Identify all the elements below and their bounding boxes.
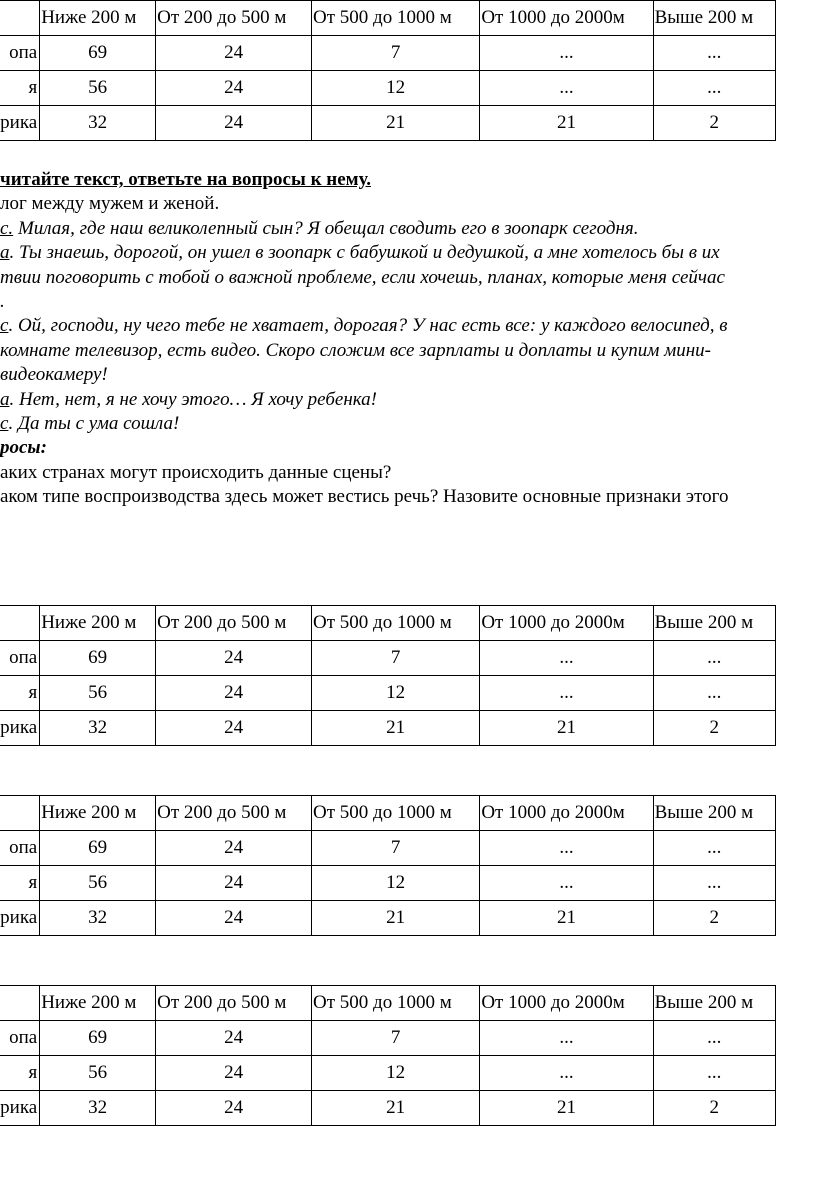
header-cell: Ниже 200 м [40, 796, 156, 831]
value-cell: 21 [312, 106, 480, 141]
dialogue-text: комнате телевизор, есть видео. Скоро сложим все зарплаты и доплаты и купим мини- [0, 339, 711, 361]
table-row [0, 1021, 776, 1056]
dialogue-line [0, 363, 816, 387]
dialogue-text: видеокамеру! [0, 364, 108, 386]
dialogue-text: . Да ты с ума сошла! [8, 413, 180, 435]
header-cell [0, 796, 40, 831]
value-cell: ... [480, 1021, 653, 1056]
table-header-row [0, 986, 776, 1021]
task-text-block [0, 168, 816, 510]
dialogue-line [0, 290, 816, 314]
table-row [0, 71, 776, 106]
dialogue-line [0, 388, 816, 412]
header-cell: Ниже 200 м [40, 1, 156, 36]
value-cell: ... [480, 71, 653, 106]
value-cell: 24 [156, 831, 312, 866]
value-cell: 2 [653, 1091, 775, 1126]
value-cell: ... [653, 1056, 775, 1091]
value-cell: ... [653, 1021, 775, 1056]
value-cell: 12 [312, 676, 480, 711]
table-row [0, 1056, 776, 1091]
dialogue-text: Милая, где наш великолепный сын? Я обещал сводить его в зоопарк сегодня. [13, 217, 639, 239]
task-intro: лог между мужем и женой. [0, 193, 220, 215]
dialogue-speaker: а [0, 388, 10, 410]
header-cell: От 200 до 500 м [156, 606, 312, 641]
value-cell: ... [480, 1056, 653, 1091]
header-cell: Ниже 200 м [40, 606, 156, 641]
table-row [0, 901, 776, 936]
value-cell: 69 [40, 641, 156, 676]
value-cell: 21 [480, 901, 653, 936]
dialogue-text: . Ты знаешь, дорогой, он ушел в зоопарк с бабушкой и дедушкой, а мне хотелось бы в их [9, 242, 720, 264]
value-cell: ... [480, 641, 653, 676]
value-cell: ... [653, 71, 775, 106]
header-cell: Ниже 200 м [40, 986, 156, 1021]
value-cell: 12 [312, 1056, 480, 1091]
header-cell: От 1000 до 2000м [480, 1, 653, 36]
table-row [0, 36, 776, 71]
value-cell: 24 [156, 676, 312, 711]
value-cell: 24 [156, 36, 312, 71]
value-cell: 7 [312, 831, 480, 866]
header-cell: Выше 200 м [653, 986, 775, 1021]
header-cell: От 200 до 500 м [156, 796, 312, 831]
value-cell: 24 [156, 866, 312, 901]
region-cell: опа [0, 831, 40, 866]
value-cell: 32 [40, 711, 156, 746]
header-cell: От 1000 до 2000м [480, 606, 653, 641]
data-table-1 [0, 0, 776, 141]
value-cell: 21 [480, 1091, 653, 1126]
header-cell: От 500 до 1000 м [312, 986, 480, 1021]
value-cell: 56 [40, 866, 156, 901]
value-cell: 69 [40, 831, 156, 866]
value-cell: 24 [156, 1021, 312, 1056]
value-cell: ... [480, 831, 653, 866]
header-cell: От 1000 до 2000м [480, 796, 653, 831]
value-cell: 24 [156, 106, 312, 141]
value-cell: 56 [40, 676, 156, 711]
region-cell: я [0, 676, 40, 711]
table-row [0, 831, 776, 866]
region-cell: рика [0, 106, 40, 141]
data-table-4 [0, 985, 776, 1126]
region-cell: опа [0, 36, 40, 71]
value-cell: 12 [312, 866, 480, 901]
questions-title: росы: [0, 437, 47, 459]
value-cell: ... [653, 36, 775, 71]
data-table-3 [0, 795, 776, 936]
value-cell: 12 [312, 71, 480, 106]
dialogue-speaker: с. [0, 217, 14, 239]
value-cell: ... [653, 641, 775, 676]
value-cell: 21 [480, 106, 653, 141]
value-cell: 21 [312, 711, 480, 746]
dialogue-line [0, 339, 816, 363]
value-cell: 24 [156, 711, 312, 746]
region-cell: рика [0, 711, 40, 746]
header-cell: От 500 до 1000 м [312, 1, 480, 36]
header-cell: От 200 до 500 м [156, 1, 312, 36]
value-cell: 56 [40, 71, 156, 106]
region-cell: я [0, 71, 40, 106]
header-cell: Выше 200 м [653, 606, 775, 641]
table-header-row [0, 796, 776, 831]
dialogue-speaker: а [0, 242, 10, 264]
dialogue-line [0, 217, 816, 241]
header-cell [0, 1, 40, 36]
table-header-row [0, 606, 776, 641]
table-row [0, 866, 776, 901]
dialogue-text: . Ой, господи, ну чего тебе не хватает, дорогая? У нас есть все: у каждого велосипед, в [8, 315, 728, 337]
dialogue-text: твии поговорить с тобой о важной проблеме, если хочешь, планах, которые меня сейчас [0, 266, 725, 288]
value-cell: 69 [40, 36, 156, 71]
value-cell: 7 [312, 641, 480, 676]
value-cell: 69 [40, 1021, 156, 1056]
region-cell: я [0, 866, 40, 901]
value-cell: 56 [40, 1056, 156, 1091]
value-cell: 2 [653, 106, 775, 141]
region-cell: опа [0, 1021, 40, 1056]
table-header-row [0, 1, 776, 36]
table-row [0, 106, 776, 141]
value-cell: 24 [156, 1056, 312, 1091]
table-row [0, 1091, 776, 1126]
value-cell: 24 [156, 641, 312, 676]
value-cell: 7 [312, 1021, 480, 1056]
question-item: аких странах могут происходить данные сцены? [0, 461, 392, 483]
dialogue-speaker: с [0, 413, 9, 435]
value-cell: ... [480, 676, 653, 711]
task-title: читайте текст, ответьте на вопросы к нему. [0, 169, 371, 190]
header-cell: От 500 до 1000 м [312, 606, 480, 641]
value-cell: 24 [156, 1091, 312, 1126]
value-cell: ... [480, 36, 653, 71]
dialogue-line [0, 314, 816, 338]
table-row [0, 711, 776, 746]
header-cell: Выше 200 м [653, 1, 775, 36]
dialogue-text: . [0, 291, 5, 313]
table-row [0, 641, 776, 676]
value-cell: 21 [312, 1091, 480, 1126]
header-cell: Выше 200 м [653, 796, 775, 831]
value-cell: 21 [312, 901, 480, 936]
data-table-2 [0, 605, 776, 746]
question-item: аком типе воспроизводства здесь может вестись речь? Назовите основные признаки этого [0, 486, 729, 508]
value-cell: 2 [653, 901, 775, 936]
value-cell: 21 [480, 711, 653, 746]
table-row [0, 676, 776, 711]
value-cell: 2 [653, 711, 775, 746]
header-cell [0, 986, 40, 1021]
dialogue-line [0, 266, 816, 290]
value-cell: 32 [40, 1091, 156, 1126]
value-cell: ... [653, 831, 775, 866]
region-cell: я [0, 1056, 40, 1091]
value-cell: 32 [40, 106, 156, 141]
header-cell [0, 606, 40, 641]
value-cell: 32 [40, 901, 156, 936]
dialogue-line [0, 412, 816, 436]
header-cell: От 500 до 1000 м [312, 796, 480, 831]
value-cell: 24 [156, 901, 312, 936]
value-cell: ... [653, 866, 775, 901]
value-cell: 7 [312, 36, 480, 71]
value-cell: 24 [156, 71, 312, 106]
header-cell: От 1000 до 2000м [480, 986, 653, 1021]
value-cell: ... [480, 866, 653, 901]
region-cell: рика [0, 901, 40, 936]
dialogue-text: . Нет, нет, я не хочу этого… Я хочу ребенка! [9, 388, 378, 410]
region-cell: опа [0, 641, 40, 676]
value-cell: ... [653, 676, 775, 711]
region-cell: рика [0, 1091, 40, 1126]
header-cell: От 200 до 500 м [156, 986, 312, 1021]
dialogue-speaker: с [0, 315, 9, 337]
dialogue-line [0, 241, 816, 265]
